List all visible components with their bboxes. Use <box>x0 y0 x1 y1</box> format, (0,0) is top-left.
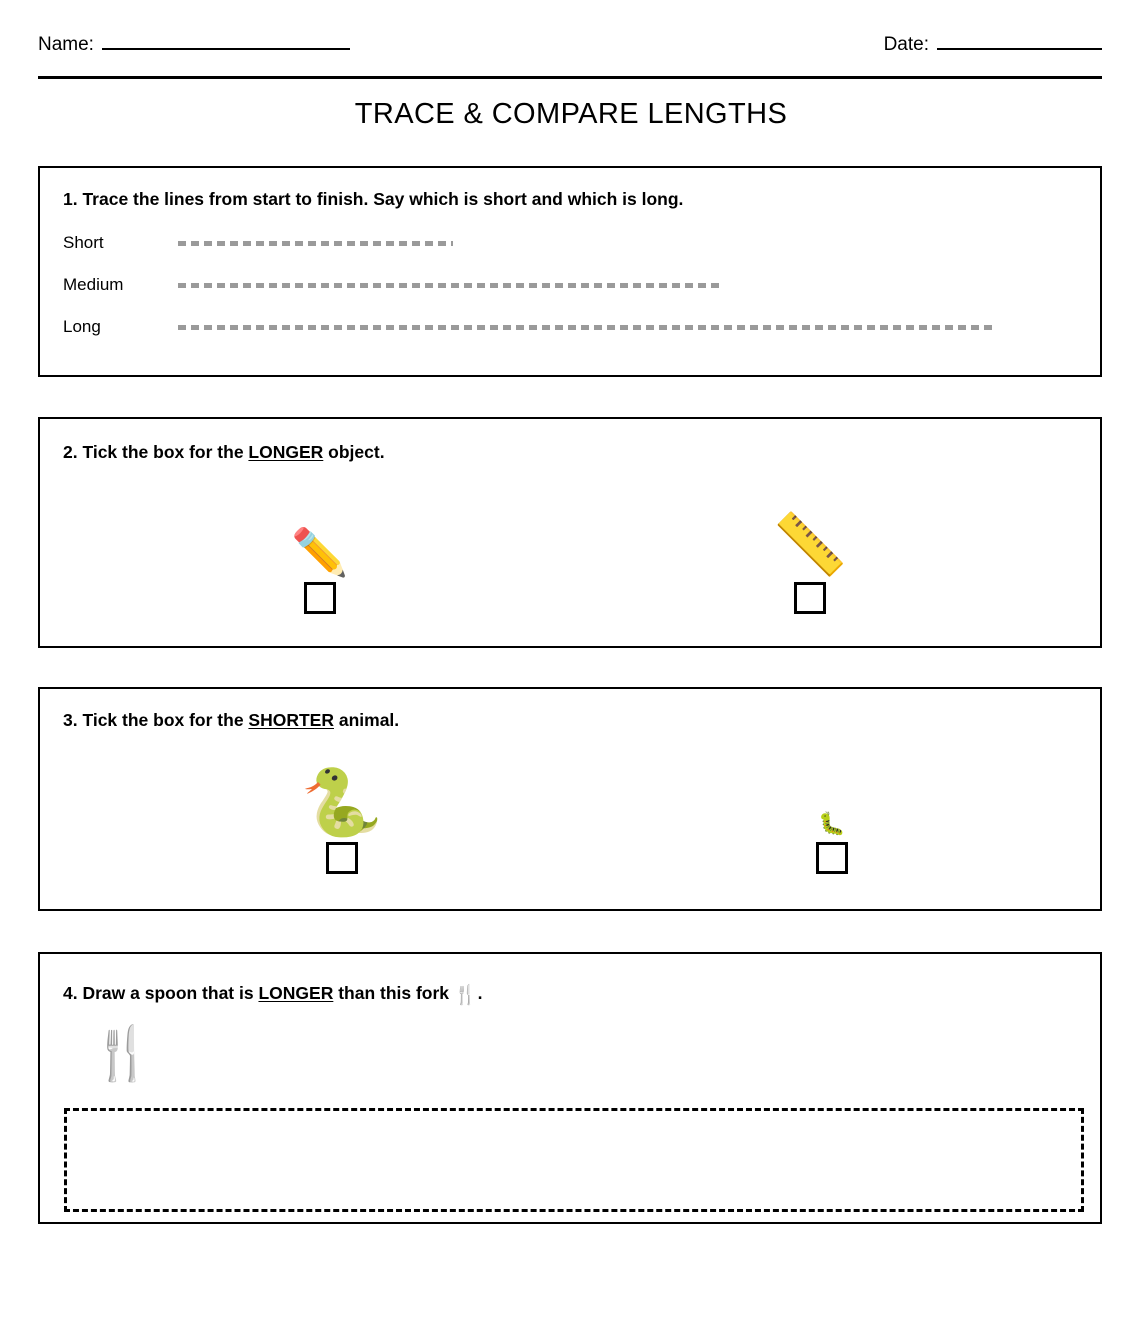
exercise-4-heading-after: than this fork <box>333 983 454 1003</box>
exercise-2-heading-before: 2. Tick the box for the <box>63 442 249 462</box>
exercise-4-draw-spoon <box>38 952 1102 1224</box>
exercise-3-heading-after: animal. <box>333 710 400 730</box>
emoji-slot <box>772 487 848 578</box>
exercise-3-shorter-animal <box>38 687 1102 911</box>
choice-snake <box>262 747 422 874</box>
exercise-1-trace-lines <box>38 166 1102 377</box>
exercise-3-heading-before: 3. Tick the box for the <box>63 710 249 730</box>
trace-label-medium: Medium <box>63 275 124 294</box>
tick-box-snake[interactable] <box>326 842 358 874</box>
name-field-group <box>38 32 350 56</box>
trace-label-long: Long <box>63 317 101 336</box>
date-field-group <box>884 32 1102 56</box>
tick-box-ruler[interactable] <box>794 582 826 614</box>
trace-row <box>63 272 1073 298</box>
exercise-4-heading-before: 4. Draw a spoon that is <box>63 983 259 1003</box>
exercise-4-heading <box>63 983 482 1007</box>
drawing-area[interactable] <box>64 1108 1084 1212</box>
pencil-icon: ✏️ <box>291 526 349 578</box>
caterpillar-icon: 🐛 <box>818 811 846 836</box>
emoji-slot <box>818 747 845 835</box>
fork-knife-icon: 🍴 <box>90 1025 155 1083</box>
exercise-3-heading <box>63 710 399 731</box>
choice-ruler <box>730 487 890 614</box>
exercise-2-longer-object <box>38 417 1102 648</box>
exercise-3-heading-emphasis: SHORTER <box>248 710 334 730</box>
emoji-slot <box>300 747 384 839</box>
ruler-icon: 📏 <box>772 511 848 578</box>
date-label: Date: <box>883 34 929 55</box>
emoji-slot <box>291 487 349 578</box>
exercise-3-choices <box>40 747 1100 897</box>
trace-label-short: Short <box>63 233 104 252</box>
exercise-4-heading-tail: . <box>477 983 483 1003</box>
tick-box-caterpillar[interactable] <box>816 842 848 874</box>
exercise-1-heading <box>63 189 683 210</box>
date-input-rule[interactable] <box>937 32 1102 50</box>
choice-caterpillar <box>752 747 912 874</box>
trace-row <box>63 230 1073 256</box>
fork-knife-icon-inline: 🍴 <box>453 985 478 1006</box>
exercise-2-heading-emphasis: LONGER <box>248 442 324 462</box>
trace-line-medium[interactable] <box>178 283 724 288</box>
header-divider <box>38 76 1102 79</box>
trace-row <box>63 314 1073 340</box>
trace-line-short[interactable] <box>178 241 453 246</box>
name-label: Name: <box>38 34 94 55</box>
name-input-rule[interactable] <box>102 32 350 50</box>
exercise-2-heading-after: object. <box>323 442 385 462</box>
snake-icon: 🐍 <box>300 765 384 839</box>
exercise-1-heading-text: 1. Trace the lines from start to finish. Say which is short and which is long. <box>63 189 684 209</box>
choice-pencil <box>240 487 400 614</box>
exercise-2-heading <box>63 442 385 463</box>
trace-line-long[interactable] <box>178 325 996 330</box>
tick-box-pencil[interactable] <box>304 582 336 614</box>
page-title: TRACE & COMPARE LENGTHS <box>354 98 788 130</box>
worksheet-header <box>38 32 1102 80</box>
exercise-2-choices <box>40 487 1100 637</box>
exercise-4-heading-emphasis: LONGER <box>258 983 334 1003</box>
